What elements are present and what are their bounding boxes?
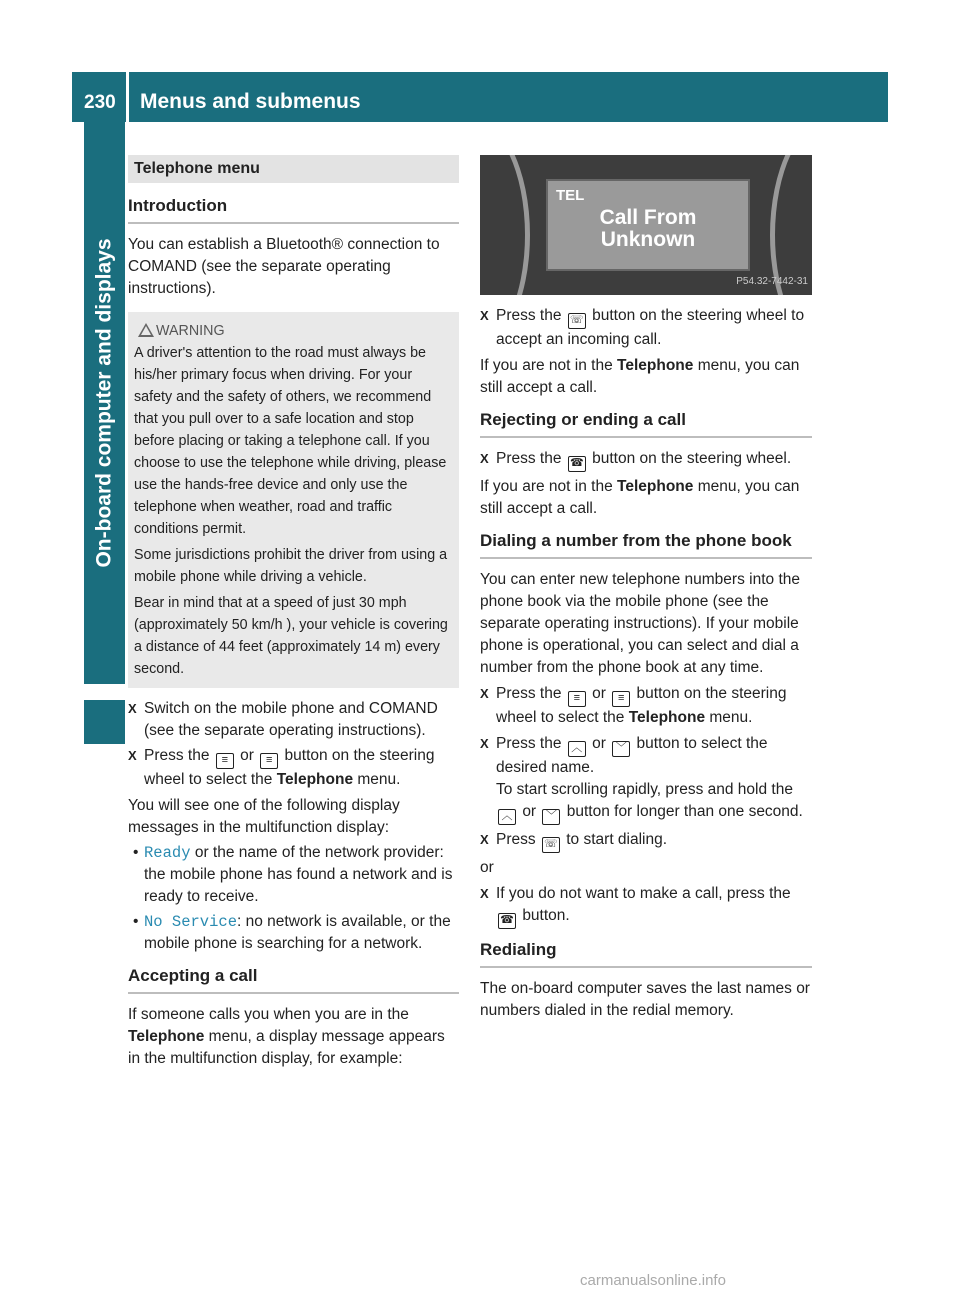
display-line-1: Call From — [599, 206, 697, 229]
step-select-telephone: X Press the ≡ or ≡ button on the steering wheel to select the Telephone menu. — [128, 745, 459, 791]
redial-text: The on-board computer saves the last names or numbers dialed in the redial memory. — [480, 980, 810, 1019]
scroll-note: To start scrolling rapidly, press and hold the ︿ or ﹀ button for longer than one second. — [496, 779, 812, 825]
step-dial-select-name: X Press the ︿ or ﹀ button to select the desired name. To start scrolling rapidly, press and hold the ︿ or ﹀ button for longer than one second. — [480, 733, 812, 825]
display-line-2: Unknown — [600, 228, 696, 251]
page-number: 230 — [84, 92, 116, 113]
multifunction-display — [546, 179, 750, 271]
warning-heading — [134, 320, 451, 342]
image-code: P54.32-7442-31 — [736, 276, 808, 287]
redial-heading: Redialing — [480, 939, 812, 968]
phone-hangup-icon: ☎ — [498, 913, 516, 929]
reject-heading: Rejecting or ending a call — [480, 409, 812, 438]
section-tab-marker — [84, 700, 125, 744]
menu-back-button-icon: ≡ — [568, 691, 586, 707]
step-cancel-call: X If you do not want to make a call, press the ☎ button. — [480, 883, 812, 929]
dial-heading: Dialing a number from the phone book — [480, 530, 812, 559]
step-switch-on: X Switch on the mobile phone and COMAND (see the separate operating instructions). — [128, 698, 459, 742]
display-message-intro: You will see one of the following display messages in the multifunction display: — [128, 797, 400, 836]
or-text: or — [480, 859, 494, 876]
step-accept-call: X Press the ☏ button on the steering wheel to accept an incoming call. — [480, 305, 812, 351]
phone-accept-icon: ☏ — [542, 837, 560, 853]
left-column — [128, 155, 459, 1070]
down-button-icon: ﹀ — [612, 741, 630, 757]
header-divider — [126, 72, 129, 122]
phone-hangup-icon: ☎ — [568, 456, 586, 472]
not-in-menu-text-2: If you are not in the Telephone menu, you can still accept a call. — [480, 478, 800, 517]
warning-label: WARNING — [156, 323, 225, 339]
down-button-icon: ﹀ — [542, 809, 560, 825]
up-button-icon: ︿ — [568, 741, 586, 757]
intro-text: You can establish a Bluetooth® connection to COMAND (see the separate operating instructions). — [128, 236, 440, 297]
dial-text: You can enter new telephone numbers into the phone book via the mobile phone (see the separate operating instructions). If your mobile phone is operational, you can select and dial a number from the phone book at any time. — [480, 571, 800, 676]
display-photo — [480, 155, 812, 295]
left-gauge — [480, 155, 530, 295]
accept-text: If someone calls you when you are in the Telephone menu, a display message appears in the multifunction display, for example: — [128, 1006, 445, 1067]
phone-accept-icon: ☏ — [568, 313, 586, 329]
bullet-ready: • Ready or the name of the network provider: the mobile phone has found a network and is ready to receive. — [128, 842, 459, 908]
display-tel-label: TEL — [556, 187, 585, 204]
intro-heading: Introduction — [128, 195, 459, 224]
menu-bar-telephone: Telephone menu — [128, 155, 459, 183]
menu-forward-button-icon: ≡ — [260, 753, 278, 769]
footer-watermark: carmanualsonline.info — [580, 1272, 726, 1289]
menu-back-button-icon: ≡ — [216, 753, 234, 769]
section-sidebar-label: On-board computer and displays — [92, 238, 116, 568]
not-in-menu-text: If you are not in the Telephone menu, you can still accept a call. — [480, 357, 800, 396]
warning-p1: A driver's attention to the road must always be his/her primary focus when driving. For your safety and the safety of others, we recommend that you pull over to a safe location and stop before placing or taking a telephone call. If you choose to use the telephone while driving, please use the hands-free device and only use the telephone when weather, road and traffic conditions permit. — [134, 345, 447, 537]
warning-p2: Some jurisdictions prohibit the driver from using a mobile phone while driving a vehicle. — [134, 547, 448, 585]
up-button-icon: ︿ — [498, 809, 516, 825]
step-reject-call: X Press the ☎ button on the steering wheel. — [480, 448, 812, 472]
step-start-dialing: X Press ☏ to start dialing. — [480, 829, 812, 853]
accept-heading: Accepting a call — [128, 965, 459, 994]
menu-forward-button-icon: ≡ — [612, 691, 630, 707]
warning-box — [128, 312, 459, 688]
bullet-no-service: • No Service: no network is available, or the mobile phone is searching for a network. — [128, 911, 459, 955]
section-sidebar-label-wrap — [84, 122, 125, 684]
step-dial-select-telephone: X Press the ≡ or ≡ button on the steering wheel to select the Telephone menu. — [480, 683, 812, 729]
right-column — [480, 155, 812, 1022]
warning-p3: Bear in mind that at a speed of just 30 mph (approximately 50 km/h ), your vehicle is covering a distance of 44 feet (approximately 14 m) every second. — [134, 595, 448, 677]
page-title: Menus and submenus — [140, 90, 361, 113]
